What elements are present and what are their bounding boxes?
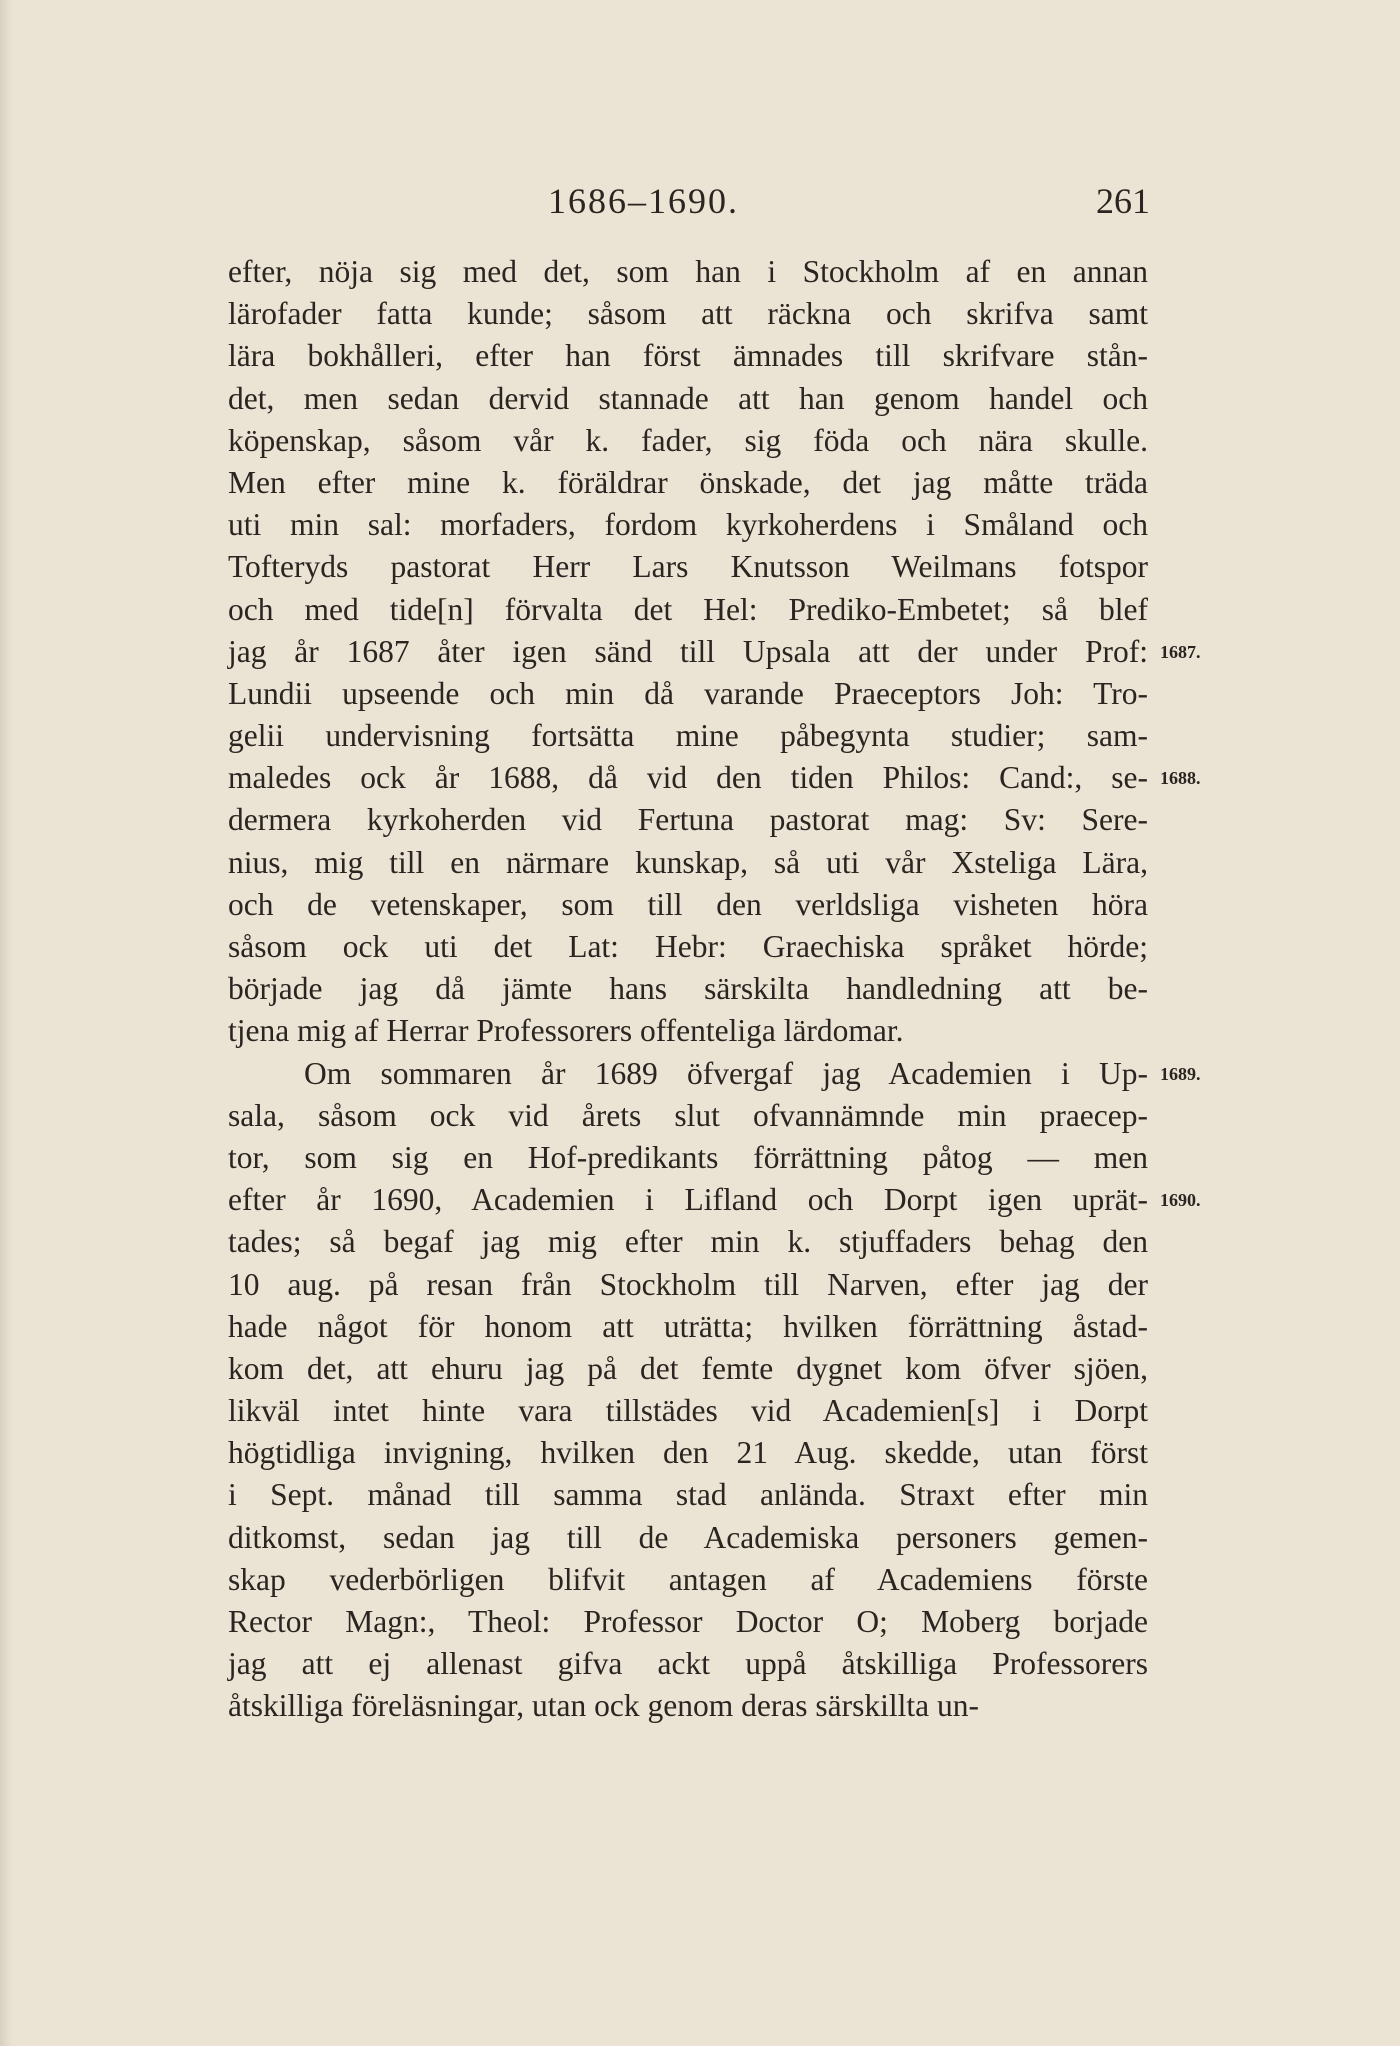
line-text: började jag då jämte hans särskilta handledning att be-	[228, 971, 1148, 1007]
text-line	[228, 968, 1148, 1010]
text-line	[228, 1601, 1148, 1643]
line-text: tor, som sig en Hof-predikants förrättning påtog — men	[228, 1139, 1148, 1175]
running-header	[230, 180, 1150, 230]
text-line	[228, 1559, 1148, 1601]
text-line	[228, 504, 1148, 546]
text-line	[228, 335, 1148, 377]
line-text: tades; så begaf jag mig efter min k. stjuffaders behag den	[228, 1224, 1148, 1260]
margin-year-note: 1687.	[1160, 641, 1201, 662]
line-text: Om sommaren år 1689 öfvergaf jag Academien i Up-	[304, 1055, 1148, 1091]
line-text: efter, nöja sig med det, som han i Stockholm af en annan	[228, 254, 1148, 289]
line-text: Men efter mine k. föräldrar önskade, det jag måtte träda	[228, 464, 1148, 500]
line-text: högtidliga invigning, hvilken den 21 Aug. skedde, utan först	[228, 1435, 1148, 1471]
line-text: åtskilliga föreläsningar, utan ock genom deras särskillta un-	[228, 1688, 980, 1724]
text-line	[228, 1053, 1201, 1095]
line-text: hade något för honom att uträtta; hvilken förrättning åstad-	[228, 1308, 1148, 1344]
line-text: Rector Magn:, Theol: Professor Doctor O; Moberg borjade	[228, 1604, 1148, 1639]
text-line	[228, 589, 1148, 631]
line-text: lära bokhålleri, efter han först ämnades till skrifvare stån-	[228, 338, 1148, 374]
line-text: i Sept. månad till samma stad anlända. Straxt efter min	[228, 1477, 1148, 1513]
text-line	[228, 420, 1148, 462]
line-text: tjena mig af Herrar Professorers offenteliga lärdomar.	[228, 1013, 904, 1049]
text-line	[228, 1517, 1148, 1559]
body-text	[228, 251, 1201, 1728]
text-line	[228, 1010, 1148, 1052]
text-line	[228, 462, 1148, 504]
text-line	[228, 1474, 1148, 1516]
text-line	[228, 1264, 1148, 1306]
line-text: uti min sal: morfaders, fordom kyrkoherdens i Småland och	[228, 507, 1148, 543]
margin-year-note: 1688.	[1160, 768, 1201, 789]
page-number: 261	[1096, 181, 1150, 221]
text-line	[228, 842, 1148, 884]
page-edge	[0, 0, 12, 2046]
line-text: jag år 1687 åter igen sänd till Upsala att der under Prof:	[228, 633, 1148, 669]
line-text: och med tide[n] förvalta det Hel: Prediko-Embetet; så blef	[228, 591, 1148, 627]
text-line	[228, 1390, 1148, 1432]
margin-year-note: 1690.	[1160, 1190, 1201, 1211]
header-years: 1686–1690.	[548, 181, 739, 221]
text-line	[228, 1306, 1148, 1348]
text-line	[228, 631, 1201, 673]
text-line	[228, 293, 1148, 335]
text-line	[228, 926, 1148, 968]
line-text: efter år 1690, Academien i Lifland och Dorpt igen uprät-	[228, 1182, 1148, 1218]
line-text: Lundii upseende och min då varande Praeceptors Joh: Tro-	[228, 675, 1148, 711]
text-line	[228, 1137, 1148, 1179]
text-line	[228, 1221, 1148, 1263]
text-line	[228, 378, 1148, 420]
line-text: skap vederbörligen blifvit antagen af Academiens förste	[228, 1561, 1148, 1597]
line-text: kom det, att ehuru jag på det femte dygnet kom öfver sjöen,	[228, 1350, 1148, 1386]
margin-year-note: 1689.	[1160, 1063, 1201, 1084]
line-text: gelii undervisning fortsätta mine påbegynta studier; sam-	[228, 718, 1148, 754]
text-line	[228, 1095, 1148, 1137]
line-text: dermera kyrkoherden vid Fertuna pastorat mag: Sv: Sere-	[228, 802, 1148, 838]
line-text: maledes ock år 1688, då vid den tiden Philos: Cand:, se-	[228, 760, 1148, 796]
line-text: ditkomst, sedan jag till de Academiska personers gemen-	[228, 1519, 1148, 1555]
line-text: likväl intet hinte vara tillstädes vid Academien[s] i Dorpt	[228, 1393, 1148, 1429]
line-text: såsom ock uti det Lat: Hebr: Graechiska språket hörde;	[228, 929, 1148, 964]
text-line	[228, 251, 1148, 293]
text-line	[228, 757, 1201, 799]
text-line	[228, 799, 1148, 841]
text-line	[228, 715, 1148, 757]
line-text: lärofader fatta kunde; såsom att räckna och skrifva samt	[228, 296, 1148, 332]
text-line	[228, 1685, 1148, 1727]
text-line	[228, 1432, 1148, 1474]
line-text: och de vetenskaper, som till den verldsliga visheten höra	[228, 886, 1148, 922]
line-text: jag att ej allenast gifva ackt uppå åtskilliga Professorers	[228, 1646, 1148, 1682]
text-line	[228, 1348, 1148, 1390]
line-text: köpenskap, såsom vår k. fader, sig föda och nära skulle.	[228, 422, 1148, 458]
line-text: sala, såsom ock vid årets slut ofvannämnde min praecep-	[228, 1097, 1148, 1133]
line-text: det, men sedan dervid stannade att han genom handel och	[228, 380, 1148, 416]
text-line	[228, 546, 1148, 588]
text-line	[228, 1179, 1201, 1221]
text-line	[228, 673, 1148, 715]
line-text: nius, mig till en närmare kunskap, så uti vår Xsteliga Lära,	[228, 844, 1148, 880]
text-line	[228, 1643, 1148, 1685]
text-line	[228, 884, 1148, 926]
line-text: Tofteryds pastorat Herr Lars Knutsson Weilmans fotspor	[228, 549, 1148, 585]
line-text: 10 aug. på resan från Stockholm till Narven, efter jag der	[228, 1266, 1148, 1302]
